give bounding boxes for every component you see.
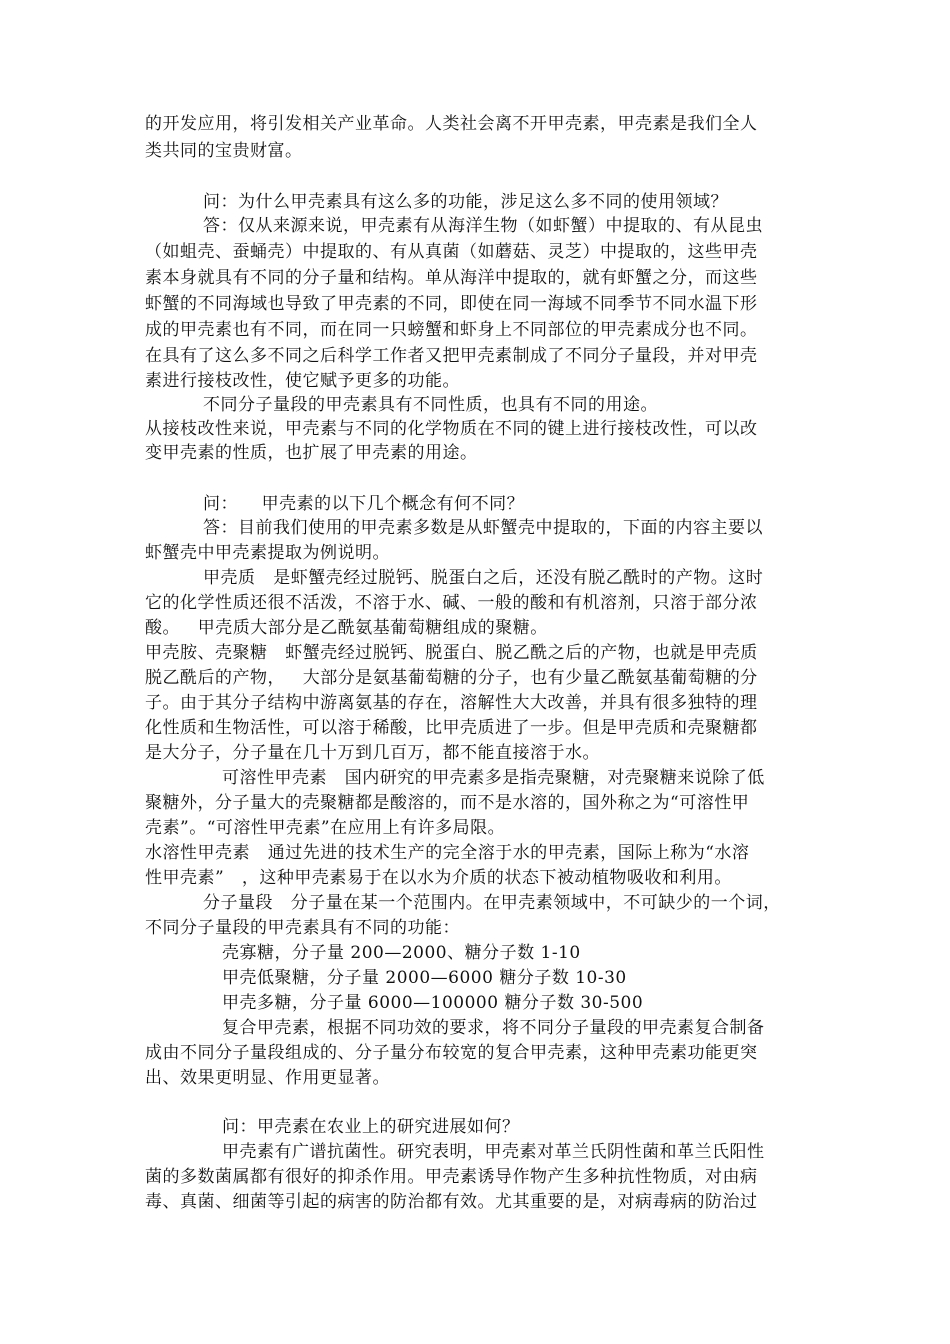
text-line: 素进行接枝改性，使它赋予更多的功能。 [145, 371, 460, 391]
text-line: 化性质和生物活性，可以溶于稀酸，比甲壳质进了一步。但是甲壳质和壳聚糖都 [145, 718, 758, 738]
list-item: 甲壳低聚糖，分子量 2000—6000 糖分子数 10-30 [222, 968, 627, 988]
text-line: 甲壳素有广谱抗菌性。研究表明，甲壳素对革兰氏阴性菌和革兰氏阳性 [222, 1142, 765, 1162]
text-line: 虾蟹壳中甲壳素提取为例说明。 [145, 543, 390, 563]
text-line: 酸。 甲壳质大部分是乙酰氨基葡萄糖组成的聚糖。 [145, 618, 548, 638]
text-line: 壳素”。“可溶性甲壳素”在应用上有许多局限。 [145, 818, 506, 838]
question-line: 问：为什么甲壳素具有这么多的功能，涉足这么多不同的使用领域？ [203, 192, 728, 212]
text-line: 在具有了这么多不同之后科学工作者又把甲壳素制成了不同分子量段，并对甲壳 [145, 346, 758, 366]
term-line: 可溶性甲壳素 国内研究的甲壳素多是指壳聚糖，对壳聚糖来说除了低 [222, 768, 765, 788]
text-line: 子。由于其分子结构中游离氨基的存在，溶解性大大改善，并具有很多独特的理 [145, 693, 758, 713]
term-line: 分子量段 分子量在某一个范围内。在甲壳素领域中，不可缺少的一个词， [203, 893, 781, 913]
list-item: 壳寡糖，分子量 200—2000、糖分子数 1-10 [222, 943, 581, 963]
term-line: 甲壳胺、壳聚糖 虾蟹壳经过脱钙、脱蛋白、脱乙酰之后的产物，也就是甲壳质 [145, 643, 758, 663]
text-line: 聚糖外，分子量大的壳聚糖都是酸溶的，而不是水溶的，国外称之为“可溶性甲 [145, 793, 750, 813]
answer-line: 答：仅从来源来说，甲壳素有从海洋生物（如虾蟹）中提取的、有从昆虫 [203, 216, 763, 236]
text-line: 变甲壳素的性质，也扩展了甲壳素的用途。 [145, 443, 478, 463]
text-line: 出、效果更明显、作用更显著。 [145, 1068, 390, 1088]
text-line: 素本身就具有不同的分子量和结构。单从海洋中提取的，就有虾蟹之分，而这些 [145, 268, 758, 288]
list-item: 甲壳多糖，分子量 6000—100000 糖分子数 30-500 [222, 993, 644, 1013]
text-line: 脱乙酰后的产物， 大部分是氨基葡萄糖的分子，也有少量乙酰氨基葡萄糖的分 [145, 668, 758, 688]
term-line: 甲壳质 是虾蟹壳经过脱钙、脱蛋白之后，还没有脱乙酰时的产物。这时 [203, 568, 764, 588]
text-line: 成由不同分子量段组成的、分子量分布较宽的复合甲壳素，这种甲壳素功能更突 [145, 1043, 758, 1063]
term-line: 水溶性甲壳素 通过先进的技术生产的完全溶于水的甲壳素，国际上称为“水溶 [145, 843, 750, 863]
text-line: 菌的多数菌属都有很好的抑杀作用。甲壳素诱导作物产生多种抗性物质，对由病 [145, 1167, 758, 1187]
text-line: 成的甲壳素也有不同，而在同一只螃蟹和虾身上不同部位的甲壳素成分也不同。 [145, 320, 758, 340]
text-line: 不同分子量段的甲壳素具有不同的功能： [145, 918, 460, 938]
text-line: 的开发应用，将引发相关产业革命。人类社会离不开甲壳素，甲壳素是我们全人 [145, 114, 758, 134]
text-line: 是大分子，分子量在几十万到几百万，都不能直接溶于水。 [145, 743, 600, 763]
text-line: 它的化学性质还很不活泼，不溶于水、碱、一般的酸和有机溶剂，只溶于部分浓 [145, 593, 758, 613]
text-line: 性甲壳素” ，这种甲壳素易于在以水为介质的状态下被动植物吸收和利用。 [145, 868, 732, 888]
text-line: （如蛆壳、蚕蛹壳）中提取的、有从真菌（如蘑菇、灵芝）中提取的，这些甲壳 [145, 242, 758, 262]
text-line: 从接枝改性来说，甲壳素与不同的化学物质在不同的键上进行接枝改性，可以改 [145, 419, 758, 439]
question-line: 问： 甲壳素的以下几个概念有何不同？ [203, 494, 525, 514]
question-line: 问：甲壳素在农业上的研究进展如何？ [222, 1117, 520, 1137]
answer-line: 答：目前我们使用的甲壳素多数是从虾蟹壳中提取的，下面的内容主要以 [203, 518, 763, 538]
term-line: 复合甲壳素，根据不同功效的要求，将不同分子量段的甲壳素复合制备 [222, 1018, 765, 1038]
text-line: 类共同的宝贵财富。 [145, 141, 303, 161]
text-line: 不同分子量段的甲壳素具有不同性质，也具有不同的用途。 [203, 395, 658, 415]
text-line: 毒、真菌、细菌等引起的病害的防治都有效。尤其重要的是，对病毒病的防治过 [145, 1192, 758, 1212]
text-line: 虾蟹的不同海域也导致了甲壳素的不同，即使在同一海域不同季节不同水温下形 [145, 294, 758, 314]
